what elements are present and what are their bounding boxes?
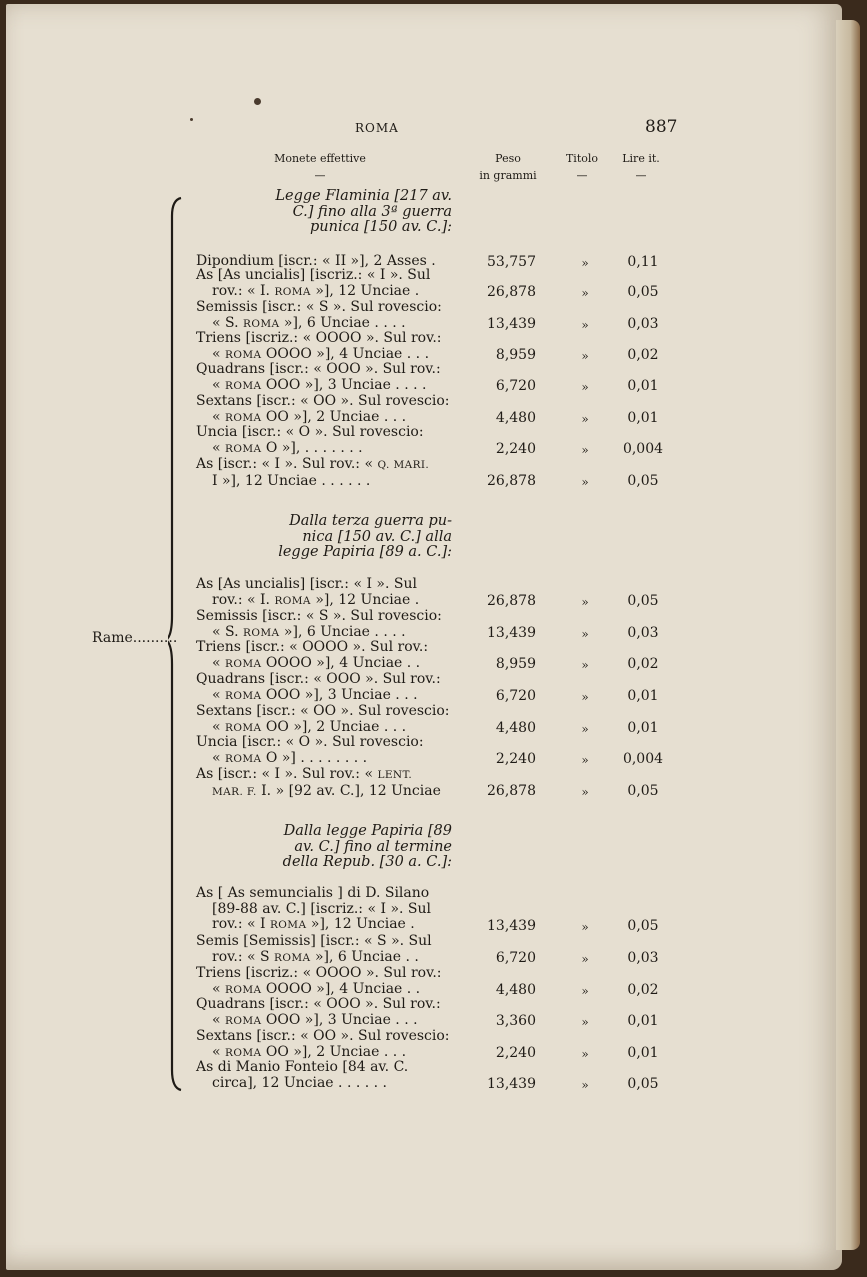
weight-cell: 2,240 <box>495 751 536 767</box>
title-cell: » <box>581 318 589 332</box>
lire-cell: 0,004 <box>622 441 664 457</box>
column-header-peso <box>468 150 548 184</box>
weight-cell: 3,360 <box>495 1013 536 1029</box>
title-cell: » <box>581 952 589 966</box>
coin-row <box>0 300 867 331</box>
coin-row <box>0 331 867 362</box>
coin-description <box>196 577 452 609</box>
lire-cell: 0,004 <box>622 751 664 767</box>
coin-description <box>196 767 452 800</box>
coin-row <box>0 577 867 608</box>
weight-cell: 26,878 <box>487 284 536 300</box>
coin-description <box>196 425 452 457</box>
section-heading-line: legge Papiria [89 a. C.]: <box>278 544 452 560</box>
lire-cell: 0,11 <box>627 254 659 270</box>
coin-description <box>196 672 452 704</box>
weight-cell: 13,439 <box>487 1076 536 1092</box>
lire-cell: 0,01 <box>627 688 659 704</box>
weight-cell: 13,439 <box>487 316 536 332</box>
coin-description-line: As [ As semuncialis ] di D. Silano <box>196 885 430 901</box>
column-header-dash: — <box>635 169 647 182</box>
coin-description-line: As di Manio Fonteio [84 av. C. <box>196 1059 409 1075</box>
weight-cell: 4,480 <box>495 410 536 426</box>
coin-description-line: « ROMA OOO »], 3 Unciae . . . <box>212 686 418 703</box>
ink-spot <box>254 98 261 105</box>
lire-cell: 0,03 <box>627 316 659 332</box>
coin-description-line: « ROMA OOOO »], 4 Unciae . . . <box>212 345 430 362</box>
column-header-titolo <box>556 150 608 184</box>
ink-spot <box>190 118 193 121</box>
column-header-dash: — <box>576 169 588 182</box>
section-heading-line: Legge Flaminia [217 av. <box>275 188 452 204</box>
coin-description-line: Quadrans [iscr.: « OOO ». Sul rov.: <box>196 361 441 377</box>
coin-row <box>0 997 867 1028</box>
coin-description-line: « ROMA OOO »], 3 Unciae . . . <box>212 1011 418 1028</box>
title-cell: » <box>581 690 589 704</box>
coin-description-line: [89-88 av. C.] [iscriz.: « I ». Sul <box>212 900 432 917</box>
weight-cell: 4,480 <box>495 982 536 998</box>
coin-description <box>196 966 452 998</box>
lire-cell: 0,01 <box>627 378 659 394</box>
coin-description-line: Dipondium [iscr.: « II »], 2 Asses . <box>196 253 436 269</box>
title-cell: » <box>581 412 589 426</box>
coin-row <box>0 640 867 671</box>
coin-description-line: « ROMA OO »], 2 Unciae . . . <box>212 1043 407 1060</box>
weight-cell: 6,720 <box>495 688 536 704</box>
lire-cell: 0,05 <box>627 284 659 300</box>
coin-row <box>0 735 867 766</box>
metal-label: Rame.......... <box>92 630 178 646</box>
column-header-label: Monete effettive <box>274 152 366 165</box>
coin-description-line: Triens [iscriz.: « OOOO ». Sul rov.: <box>196 965 442 981</box>
title-cell: » <box>581 1047 589 1061</box>
column-header-dash: — <box>314 169 326 182</box>
coin-description <box>196 300 452 332</box>
weight-cell: 26,878 <box>487 783 536 799</box>
title-cell: » <box>581 1015 589 1029</box>
coin-description-line: « S. ROMA »], 6 Unciae . . . . <box>212 623 406 640</box>
lire-cell: 0,01 <box>627 1045 659 1061</box>
section-heading-line: av. C.] fino al termine <box>294 838 452 855</box>
coin-row <box>0 268 867 299</box>
lire-cell: 0,03 <box>627 625 659 641</box>
coin-description-line: Quadrans [iscr.: « OOO ». Sul rov.: <box>196 671 441 687</box>
section-heading-line: Dalla legge Papiria [89 <box>283 823 452 839</box>
coin-row <box>0 1060 867 1091</box>
coin-description <box>196 997 452 1029</box>
section-heading <box>252 189 452 236</box>
coin-description-line: « ROMA O »], . . . . . . . <box>212 439 363 456</box>
coin-description-line: Sextans [iscr.: « OO ». Sul rovescio: <box>196 1028 450 1044</box>
coin-description-line: As [iscr.: « I ». Sul rov.: « LENT. <box>196 766 413 782</box>
weight-cell: 26,878 <box>487 473 536 489</box>
coin-description-line: MAR. F. I. » [92 av. C.], 12 Unciae <box>212 782 441 799</box>
coin-description-line: Triens [iscr.: « OOOO ». Sul rov.: <box>196 639 429 655</box>
weight-cell: 4,480 <box>495 720 536 736</box>
coin-description <box>196 394 452 426</box>
coin-row <box>0 425 867 456</box>
title-cell: » <box>581 722 589 736</box>
coin-description-line: As [As uncialis] [iscriz.: « I ». Sul <box>196 267 431 283</box>
coin-description <box>196 1060 452 1091</box>
coin-description-line: rov.: « I. ROMA »], 12 Unciae . <box>212 591 420 608</box>
section-heading-line: della Repub. [30 a. C.]: <box>282 854 452 870</box>
column-header-label: Peso <box>495 152 521 165</box>
lire-cell: 0,01 <box>627 1013 659 1029</box>
lire-cell: 0,03 <box>627 950 659 966</box>
coin-description <box>196 1029 452 1061</box>
section-heading-line: C.] fino alla 3ª guerra <box>292 203 452 220</box>
title-cell: » <box>581 753 589 767</box>
coin-description-line: Semis [Semissis] [iscr.: « S ». Sul <box>196 933 432 949</box>
coin-description-line: Quadrans [iscr.: « OOO ». Sul rov.: <box>196 996 441 1012</box>
column-header-label: Lire it. <box>622 152 660 165</box>
weight-cell: 8,959 <box>495 656 536 672</box>
weight-cell: 2,240 <box>495 1045 536 1061</box>
page-number: 887 <box>645 117 678 137</box>
coin-description-line: « S. ROMA »], 6 Unciae . . . . <box>212 314 406 331</box>
weight-cell: 26,878 <box>487 593 536 609</box>
coin-description <box>196 457 452 489</box>
coin-row <box>0 966 867 997</box>
section-heading-line: Dalla terza guerra pu- <box>289 513 452 529</box>
coin-description <box>196 704 452 736</box>
lire-cell: 0,01 <box>627 720 659 736</box>
coin-description-line: Uncia [iscr.: « O ». Sul rovescio: <box>196 734 424 750</box>
coin-row <box>0 672 867 703</box>
title-cell: » <box>581 1078 589 1092</box>
section-heading <box>252 824 452 871</box>
lire-cell: 0,05 <box>627 593 659 609</box>
coin-row <box>0 362 867 393</box>
coin-description-line: « ROMA OO »], 2 Unciae . . . <box>212 718 407 735</box>
coin-description <box>196 640 452 672</box>
coin-row <box>0 394 867 425</box>
coin-description-line: « ROMA OOO »], 3 Unciae . . . . <box>212 376 427 393</box>
coin-description <box>196 886 452 934</box>
coin-row <box>0 767 867 798</box>
lire-cell: 0,02 <box>627 656 659 672</box>
lire-cell: 0,05 <box>627 783 659 799</box>
running-head: ROMA <box>355 121 399 135</box>
coin-description <box>196 331 452 363</box>
weight-cell: 2,240 <box>495 441 536 457</box>
weight-cell: 6,720 <box>495 950 536 966</box>
weight-cell: 6,720 <box>495 378 536 394</box>
coin-description-line: circa], 12 Unciae . . . . . . <box>212 1074 387 1091</box>
coin-description <box>196 362 452 394</box>
title-cell: » <box>581 380 589 394</box>
title-cell: » <box>581 627 589 641</box>
coin-row <box>0 1029 867 1060</box>
coin-description-line: Uncia [iscr.: « O ». Sul rovescio: <box>196 424 424 440</box>
title-cell: » <box>581 984 589 998</box>
title-cell: » <box>581 920 589 934</box>
section-heading <box>252 514 452 561</box>
column-header-label: in grammi <box>479 169 537 182</box>
coin-description <box>196 609 452 641</box>
title-cell: » <box>581 785 589 799</box>
coin-description-line: Triens [iscriz.: « OOOO ». Sul rov.: <box>196 330 442 346</box>
coin-row <box>0 704 867 735</box>
weight-cell: 13,439 <box>487 918 536 934</box>
title-cell: » <box>581 443 589 457</box>
weight-cell: 8,959 <box>495 347 536 363</box>
weight-cell: 13,439 <box>487 625 536 641</box>
weight-cell: 53,757 <box>487 254 536 270</box>
coin-description-line: As [As uncialis] [iscr.: « I ». Sul <box>196 576 417 592</box>
coin-description-line: As [iscr.: « I ». Sul rov.: « Q. MARI. <box>196 456 430 472</box>
coin-description-line: « ROMA O »] . . . . . . . . <box>212 749 368 766</box>
lire-cell: 0,05 <box>627 1076 659 1092</box>
coin-description-line: rov.: « S ROMA »], 6 Unciae . . <box>212 948 419 965</box>
title-cell: » <box>581 595 589 609</box>
coin-row <box>0 886 867 934</box>
column-header-lire <box>610 150 672 184</box>
column-header-label: Titolo <box>565 152 599 165</box>
coin-description-line: Sextans [iscr.: « OO ». Sul rovescio: <box>196 703 450 719</box>
title-cell: » <box>581 286 589 300</box>
lire-cell: 0,01 <box>627 410 659 426</box>
coin-description-line: Semissis [iscr.: « S ». Sul rovescio: <box>196 608 442 624</box>
coin-description <box>196 268 452 300</box>
lire-cell: 0,05 <box>627 918 659 934</box>
coin-description-line: « ROMA OOOO »], 4 Unciae . . <box>212 654 421 671</box>
column-header-monete <box>255 150 385 184</box>
coin-description-line: « ROMA OO »], 2 Unciae . . . <box>212 408 407 425</box>
title-cell: » <box>581 349 589 363</box>
coin-description <box>196 934 452 966</box>
coin-description-line: Sextans [iscr.: « OO ». Sul rovescio: <box>196 393 450 409</box>
coin-row <box>0 457 867 488</box>
lire-cell: 0,02 <box>627 982 659 998</box>
coin-description-line: Semissis [iscr.: « S ». Sul rovescio: <box>196 299 442 315</box>
section-heading-line: nica [150 av. C.] alla <box>302 528 452 545</box>
coin-description <box>196 735 452 767</box>
lire-cell: 0,02 <box>627 347 659 363</box>
coin-description-line: I »], 12 Unciae . . . . . . <box>212 472 371 489</box>
coin-description-line: rov.: « I. ROMA »], 12 Unciae . <box>212 282 420 299</box>
coin-row <box>0 609 867 640</box>
coin-row <box>0 934 867 965</box>
title-cell: » <box>581 658 589 672</box>
coin-description-line: rov.: « I ROMA »], 12 Unciae . <box>212 916 415 932</box>
title-cell: » <box>581 256 589 270</box>
section-heading-line: punica [150 av. C.]: <box>310 219 452 235</box>
lire-cell: 0,05 <box>627 473 659 489</box>
title-cell: » <box>581 475 589 489</box>
coin-description-line: « ROMA OOOO »], 4 Unciae . . <box>212 980 421 997</box>
